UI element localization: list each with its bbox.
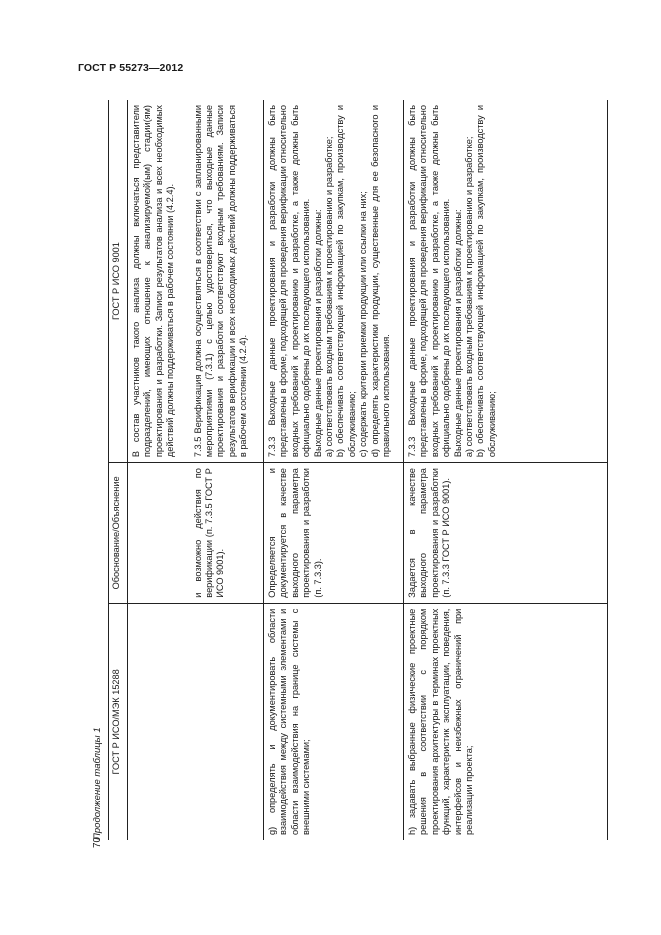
paragraph: 7.3.3 Выходные данные проектирования и разработки должны быть представлены в форме, подходящей для проведения верификации относительно входных требований к проектированию и разработке, а также должны быть официально одобрены до их последующего использования. (267, 105, 312, 458)
cell-iso-9001 (190, 100, 264, 463)
document-header: ГОСТ Р 55273—2012 (78, 62, 184, 74)
paragraph: 7.3.5 Верификация должна осуществляться в соответствии с запланированными мероприятиями (7.3.1) с целью удостовериться, что выходные данные проектирования и разработки соответствуют входным требованиям. Записи результатов верификации и всех необходимых действий должны поддерживаться в рабочем состоянии (4.2.4). (192, 105, 249, 458)
paragraph: Выходные данные проектирования и разработки должны: (452, 209, 463, 458)
list-item: c) содержать критерии приемки продукции или ссылки на них; (358, 191, 369, 458)
cell-iso-15288: h) задавать выбранные физические проектные решения в соответствии с порядком проектирования архитектуры в терминах проектных функций, характеристик эксплуатации, поведения, интерфейсов и неизбежных ограничений при реализации проекта; (404, 603, 608, 840)
list-item: a) соответствовать входным требованиям к проектированию и разработке; (464, 136, 475, 458)
column-header-iso-9001: ГОСТ Р ИСО 9001 (109, 100, 128, 463)
cell-iso-15288 (190, 603, 264, 840)
cell-iso-15288: g) определять и документировать области взаимодействия между системными элементами и области взаимодействия на границе системы с внешними системами; (264, 603, 404, 840)
rotated-content (88, 100, 608, 840)
column-header-rationale: Обоснование/Объяснение (109, 463, 128, 604)
paragraph: В состав участников такого анализа должны включаться представители подразделений, имеющих отношение к анализируемой(ым) стадии(ям) проектирования и разработки. Записи результатов анализа и всех необходимых действий должны поддерживаться в рабочем состоянии (4.2.4). (131, 105, 176, 458)
cell-iso-15288 (128, 603, 190, 840)
table-row (128, 100, 190, 840)
paragraph: 7.3.3 Выходные данные проектирования и разработки должны быть представлены в форме, подходящей для проведения верификации относительно входных требований к проектированию и разработке, а также должны быть официально одобрены до их последующего использования. (407, 105, 452, 458)
list-item: b) обеспечивать соответствующей информацией по закупкам, производству и обслуживанию; (475, 105, 497, 458)
cell-rationale: Определяется и документируется в качестве выходного параметра проектирования и разработки (п. 7.3.3). (264, 463, 404, 604)
page-number: 70 (92, 836, 103, 848)
comparison-table (109, 100, 607, 840)
table-continuation-caption: Продолжение таблицы 1 (92, 727, 103, 840)
cell-rationale: Задается в качестве выходного параметра проектирования и разработки (п. 7.3.3 ГОСТ Р ИСО 9001). (404, 463, 608, 604)
cell-rationale: и возможно действия по верификации (п. 7.3.5 ГОСТ Р ИСО 9001). (190, 463, 264, 604)
table-header-row (109, 100, 128, 840)
list-item: a) соответствовать входным требованиям к проектированию и разработке; (324, 136, 335, 458)
cell-iso-9001 (128, 100, 190, 463)
paragraph: Выходные данные проектирования и разработки должны: (312, 209, 323, 458)
table-row (404, 100, 608, 840)
comparison-table-wrapper (108, 100, 608, 840)
cell-iso-9001 (404, 100, 608, 463)
column-header-iso-15288: ГОСТ Р ИСО/МЭК 15288 (109, 603, 128, 840)
list-item: b) обеспечивать соответствующей информацией по закупкам, производству и обслуживанию; (335, 105, 357, 458)
table-row (190, 100, 264, 840)
cell-rationale (128, 463, 190, 604)
table-row (264, 100, 404, 840)
cell-iso-9001 (264, 100, 404, 463)
list-item: d) определять характеристики продукции, существенные для ее безопасного и правильного использования. (369, 105, 392, 458)
